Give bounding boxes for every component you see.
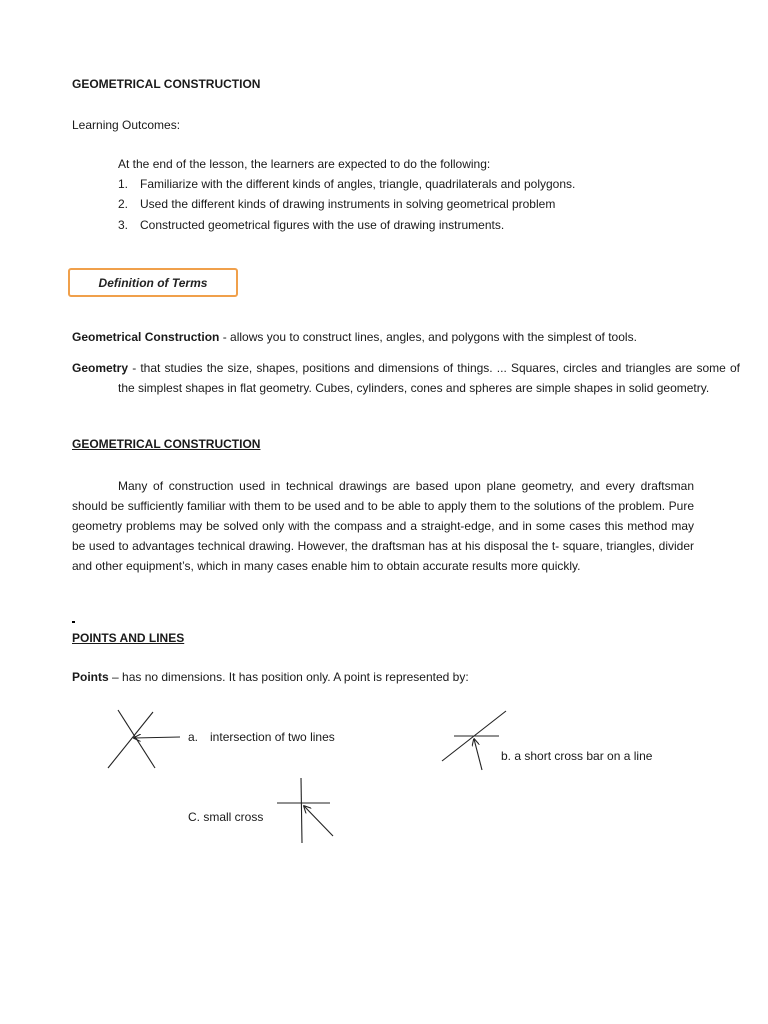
outcome-num: 3. xyxy=(118,218,129,232)
outcome-text: Familiarize with the different kinds of angles, triangle, quadrilaterals and polygons. xyxy=(140,177,576,191)
figure-intersection-two-lines xyxy=(108,710,180,768)
outcome-text: Used the different kinds of drawing instruments in solving geometrical problem xyxy=(140,197,556,211)
outcome-num: 1. xyxy=(118,177,129,191)
section-body-paragraph: Many of construction used in technical drawings are based upon plane geometry, and every draftsman should be sufficiently familiar with them to be used and to be able to apply them to the solutions of the problem. Pure geometry problems may be solved only with the compass and a straight-edge, and in some cases this method may be used to advantages technical drawing. However, the draftsman has at his disposal the t- square, triangles, divider and other equipment’s, which in many cases enable him to obtain accurate results more quickly. xyxy=(72,479,694,573)
learning-outcomes-intro: At the end of the lesson, the learners are expected to do the following: xyxy=(118,157,491,171)
section-heading-points-and-lines: POINTS AND LINES xyxy=(72,631,185,645)
line-two xyxy=(108,712,153,768)
definition-term: Geometrical Construction xyxy=(72,330,220,344)
pointer-arrow-c xyxy=(304,806,333,836)
figure-small-cross xyxy=(277,778,333,843)
outcome-text: Constructed geometrical figures with the use of drawing instruments. xyxy=(140,218,505,232)
figure-a-letter: a. xyxy=(188,730,199,744)
definition-term: Geometry xyxy=(72,361,129,375)
learning-outcomes-heading: Learning Outcomes: xyxy=(72,118,181,132)
definition-text: - allows you to construct lines, angles, and polygons with the simplest of tools. xyxy=(219,330,637,344)
definition-of-terms-label: Definition of Terms xyxy=(98,275,208,290)
line-one xyxy=(118,710,155,768)
definition-text: - that studies the size, shapes, positions and dimensions of things. ... Squares, circles and triangles are some of the simplest shapes in flat geometry. Cubes, cylinders, cones and spheres are simple shapes in solid geometry. xyxy=(118,361,740,395)
figure-b-caption: b. a short cross bar on a line xyxy=(501,749,653,763)
outcome-num: 2. xyxy=(118,197,129,211)
vertical-line xyxy=(301,778,302,843)
points-text: – has no dimensions. It has position only. A point is represented by: xyxy=(108,670,469,684)
pointer-arrow-b xyxy=(474,739,482,770)
page-title: GEOMETRICAL CONSTRUCTION xyxy=(72,77,261,91)
figure-a-text: intersection of two lines xyxy=(210,730,335,744)
points-term: Points xyxy=(72,670,109,684)
figure-c-caption: C. small cross xyxy=(188,810,264,824)
figure-a-caption xyxy=(188,730,335,744)
pointer-arrow-a xyxy=(134,737,180,738)
figure-cross-bar-on-line xyxy=(442,711,506,770)
section-heading-geometrical-construction: GEOMETRICAL CONSTRUCTION xyxy=(72,437,261,451)
